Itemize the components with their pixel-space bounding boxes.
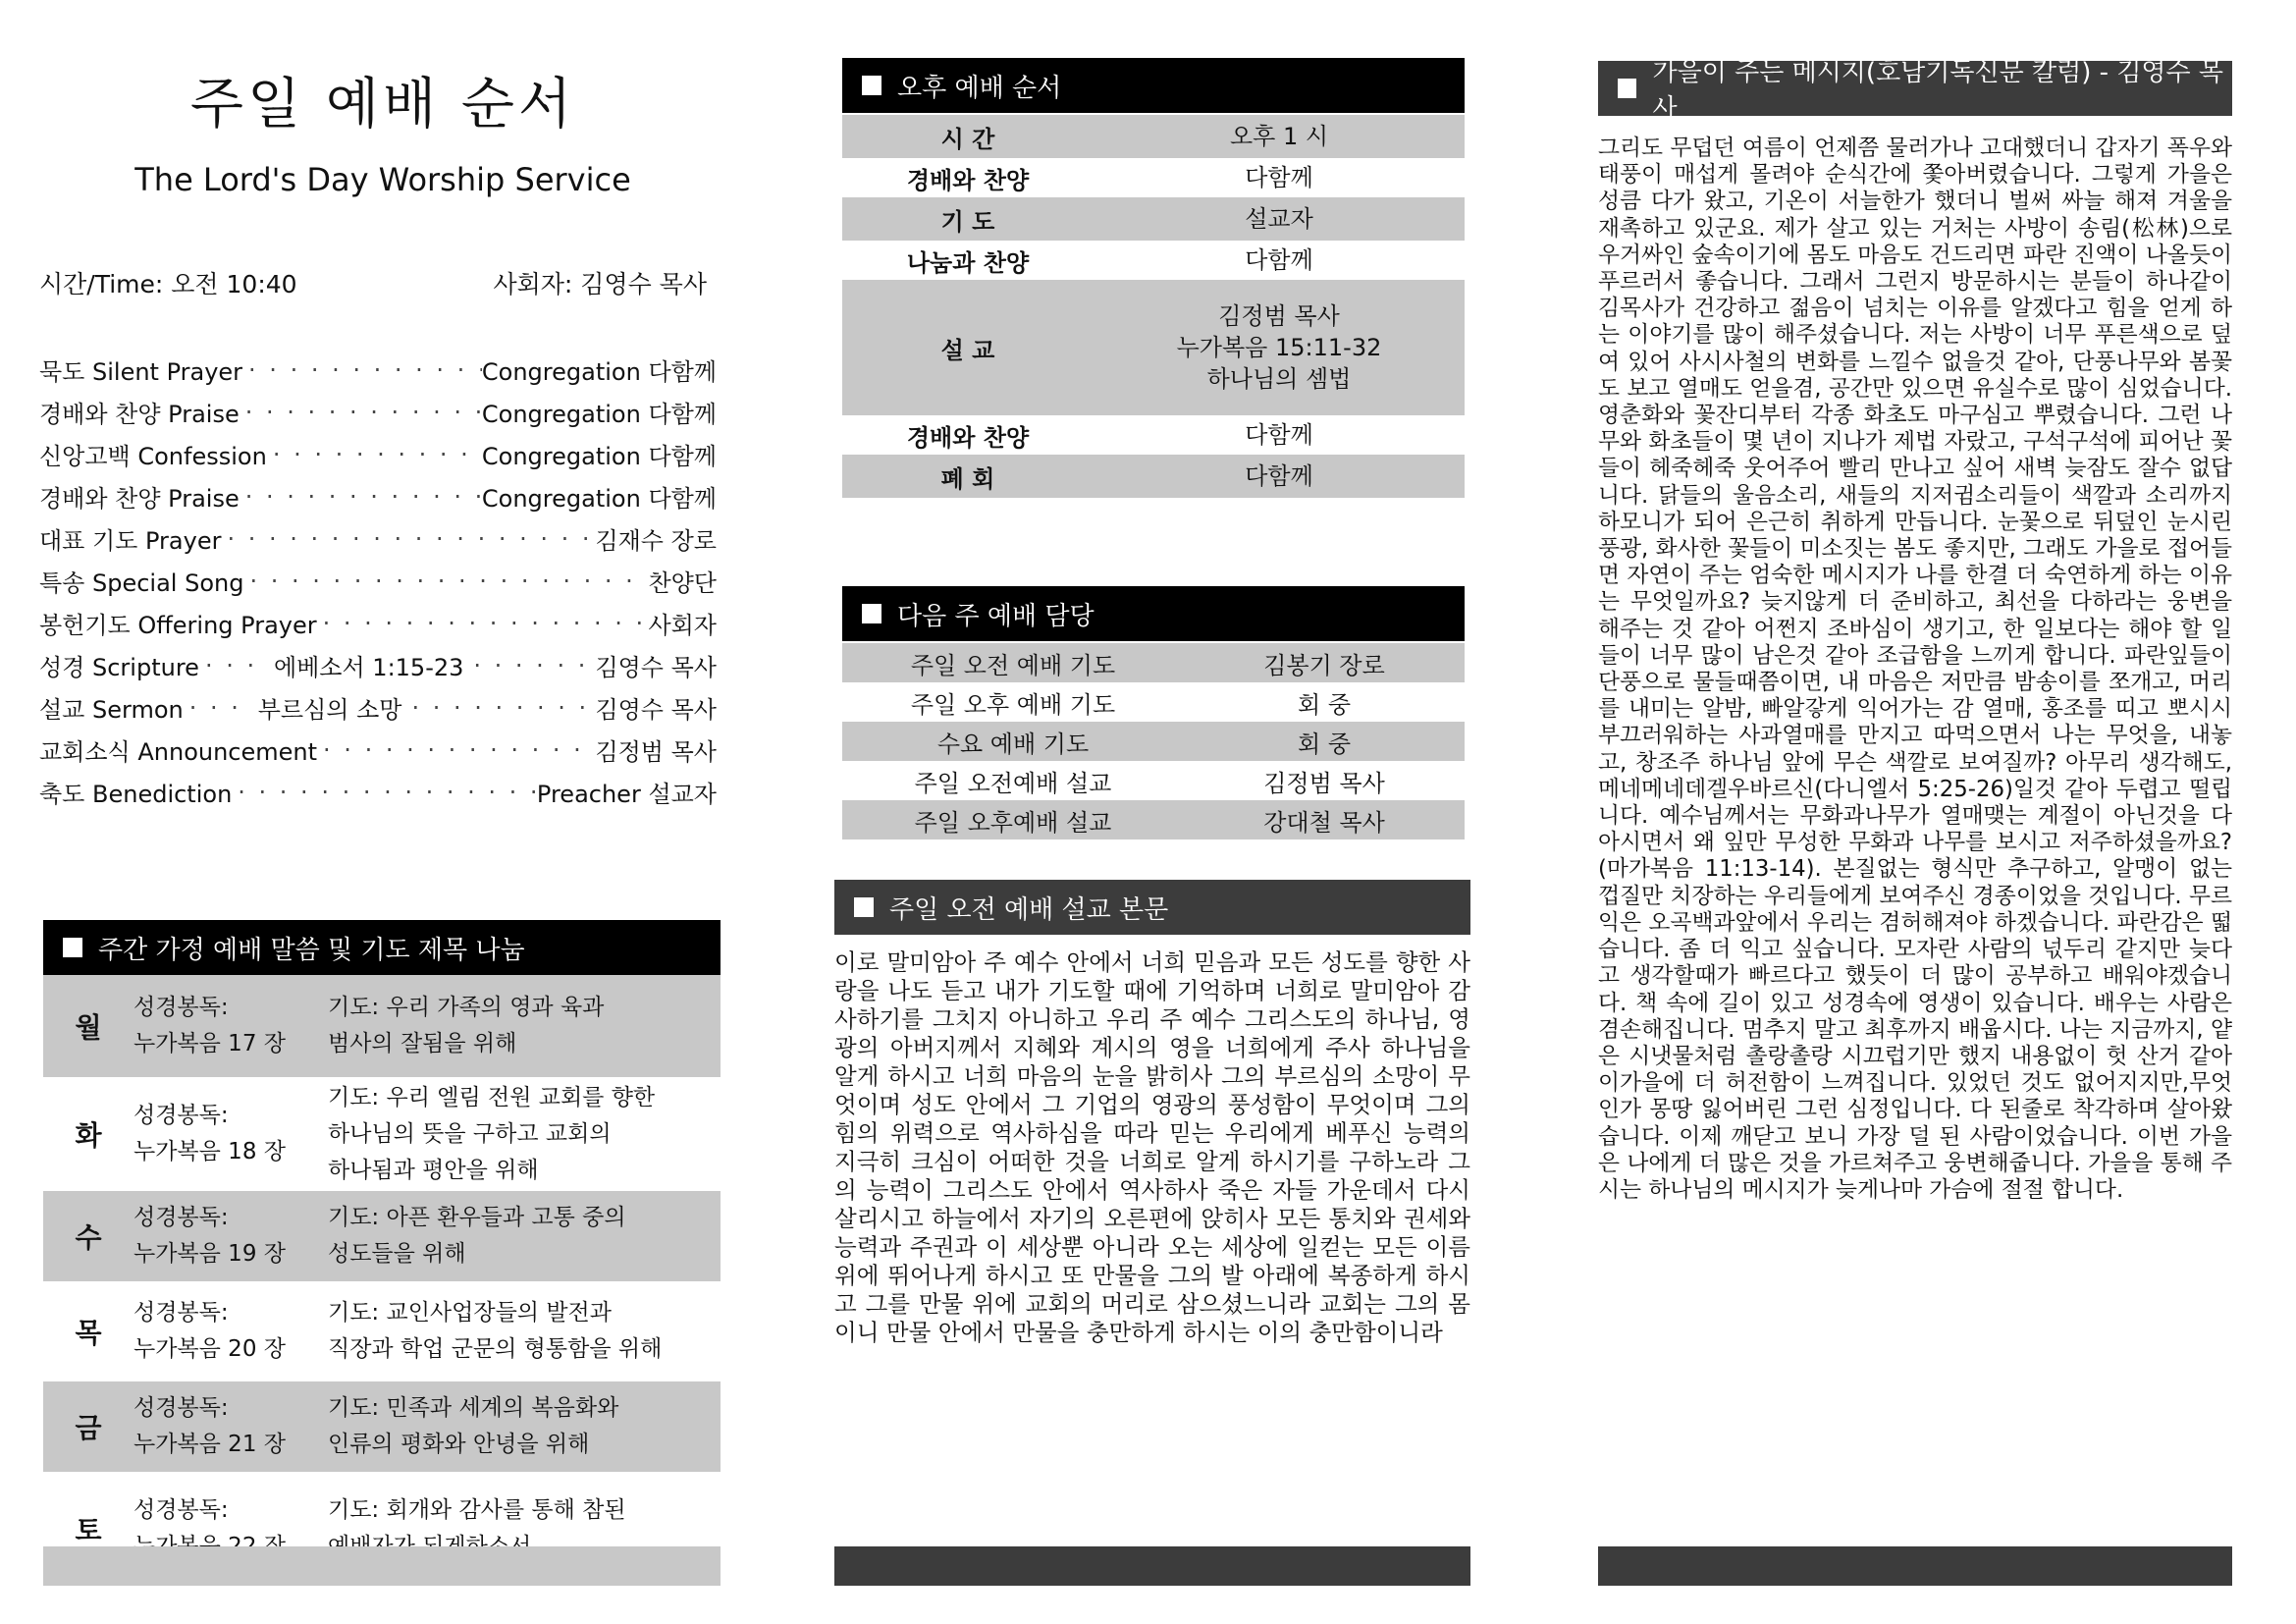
prayer-line: 하나됨과 평안을 위해 [328, 1157, 539, 1183]
leader-dots [317, 736, 595, 764]
order-item [39, 602, 717, 644]
bible-reference: 누가복음 20 장 [133, 1336, 286, 1362]
order-item-name: 설교 Sermon [39, 696, 184, 724]
order-item-name: 묵도 Silent Prayer [39, 358, 243, 386]
schedule-value [1094, 300, 1465, 395]
weekly-day: 화 [75, 1119, 102, 1152]
next-week-role: 주일 오후 예배 기도 [910, 690, 1116, 719]
next-week-row [842, 643, 1465, 682]
next-week-table [842, 643, 1465, 839]
schedule-value-line: 설교자 [1245, 205, 1313, 233]
bible-reference: 누가복음 17 장 [133, 1031, 286, 1056]
column-header: 가을이 주는 메시지(호남기독신문 칼럼) - 김영수 목사 [1598, 61, 2232, 116]
weekly-bible [133, 990, 328, 1062]
schedule-value-line: 김정범 목사 [1218, 302, 1340, 330]
order-item-name: 교회소식 Announcement [39, 738, 318, 766]
time-leader-row [39, 265, 707, 300]
leader-dots [240, 483, 482, 511]
order-item [39, 560, 717, 602]
weekly-row [43, 1281, 721, 1381]
order-list [39, 349, 717, 813]
bible-label: 성경봉독: [133, 1103, 229, 1128]
next-week-name: 회 중 [1298, 690, 1351, 719]
order-item-detail: 에베소서 1:15-23 [273, 654, 464, 681]
order-item-name: 성경 Scripture [39, 654, 199, 681]
next-week-role: 주일 오전예배 설교 [914, 769, 1112, 797]
order-item-value: Congregation 다함께 [481, 443, 717, 470]
weekly-prayer [328, 1200, 721, 1272]
square-bullet-icon [862, 604, 881, 623]
order-item-value: 김영수 목사 [595, 654, 717, 681]
prayer-line: 인류의 평화와 안녕을 위해 [328, 1432, 590, 1457]
weekly-day: 목 [75, 1317, 102, 1349]
schedule-value [1094, 121, 1465, 152]
leader-dots [405, 694, 595, 722]
leader-dots [267, 441, 482, 468]
order-item-value: Congregation 다함께 [481, 358, 717, 386]
bible-label: 성경봉독: [133, 1497, 229, 1523]
afternoon-schedule [842, 115, 1465, 498]
order-item-name: 경배와 찬양 Praise [39, 401, 240, 428]
order-item-value: 사회자 [648, 612, 717, 639]
weekly-prayer [328, 1080, 721, 1189]
order-item-name: 대표 기도 Prayer [39, 527, 222, 555]
schedule-value [1094, 162, 1465, 193]
weekly-prayer [328, 990, 721, 1062]
prayer-line: 기도: 우리 엘림 전원 교회를 향한 [328, 1084, 656, 1110]
schedule-row [842, 241, 1465, 280]
bible-reference: 누가복음 19 장 [133, 1241, 286, 1267]
prayer-line: 기도: 우리 가족의 영과 육과 [328, 995, 605, 1020]
schedule-value-line: 다함께 [1245, 246, 1313, 274]
weekly-bible [133, 1200, 328, 1272]
next-week-name: 김정범 목사 [1263, 769, 1385, 797]
next-week-name: 회 중 [1298, 730, 1351, 758]
weekly-header: 주간 가정 예배 말씀 및 기도 제목 나눔 [43, 920, 721, 975]
weekly-bible [133, 1295, 328, 1368]
order-item [39, 433, 717, 475]
order-item-name: 신앙고백 Confession [39, 443, 267, 470]
schedule-value [1094, 419, 1465, 451]
order-item [39, 729, 717, 771]
square-bullet-icon [862, 76, 881, 95]
order-item-detail: 부르심의 소망 [257, 696, 402, 724]
prayer-line: 기도: 회개와 감사를 통해 참된 [328, 1497, 626, 1523]
order-item [39, 391, 717, 433]
order-item-value: 김영수 목사 [595, 696, 717, 724]
order-item-value: 김정범 목사 [595, 738, 717, 766]
next-week-name: 김봉기 장로 [1263, 651, 1385, 679]
weekly-row [43, 1077, 721, 1191]
schedule-value-line: 다함께 [1245, 164, 1313, 191]
weekly-table [43, 975, 721, 1586]
order-item [39, 349, 717, 391]
schedule-row [842, 197, 1465, 241]
leader-dots [467, 652, 595, 679]
next-week-row [842, 761, 1465, 800]
order-item-value: Preacher 설교자 [536, 781, 717, 808]
leader-dots [243, 568, 648, 595]
weekly-day: 수 [75, 1221, 102, 1254]
leader-dots [242, 356, 482, 384]
next-week-role: 주일 오후예배 설교 [914, 808, 1112, 837]
weekly-bible [133, 1098, 328, 1170]
prayer-line: 하나님의 뜻을 구하고 교회의 [328, 1120, 612, 1147]
schedule-value-line: 오후 1 시 [1229, 123, 1329, 150]
schedule-row [842, 115, 1465, 158]
order-item [39, 771, 717, 813]
order-item-value: Congregation 다함께 [481, 401, 717, 428]
bible-reference: 누가복음 21 장 [133, 1432, 286, 1457]
afternoon-header: 오후 예배 순서 [842, 58, 1465, 113]
schedule-value-line: 하나님의 셈법 [1206, 365, 1352, 393]
order-item-name: 특송 Special Song [39, 569, 244, 597]
leader-dots [240, 399, 482, 426]
sermon-text-header: 주일 오전 예배 설교 본문 [834, 880, 1470, 935]
next-week-role: 주일 오전 예배 기도 [910, 651, 1116, 679]
order-item-value: Congregation 다함께 [481, 485, 717, 513]
weekly-row [43, 1191, 721, 1281]
prayer-line: 직장과 학업 군문의 형통함을 위해 [328, 1336, 663, 1362]
next-week-row [842, 682, 1465, 722]
bible-label: 성경봉독: [133, 1300, 229, 1326]
square-bullet-icon [63, 938, 82, 957]
schedule-label: 기 도 [940, 207, 995, 236]
schedule-value [1094, 460, 1465, 492]
order-item [39, 475, 717, 517]
schedule-value [1094, 203, 1465, 235]
order-item-value: 김재수 장로 [595, 527, 717, 555]
leader-dots [221, 525, 595, 553]
schedule-label: 경배와 찬양 [906, 166, 1030, 194]
page-title: 주일 예배 순서 [189, 73, 576, 136]
schedule-label: 경배와 찬양 [906, 423, 1030, 452]
square-bullet-icon [854, 897, 874, 917]
schedule-label: 시 간 [940, 125, 995, 153]
column-body: 그리도 무덥던 여름이 언제쯤 물러가나 고대했더니 갑자기 폭우와 태풍이 매섭게 몰려야 순식간에 쫓아버렸습니다. 그렇게 가을은 성큼 다가 왔고, 기온이 서늘한가 했더니 벌써 싸늘 해져 겨울을 재촉하고 있군요. 제가 살고 있는 거처는 사방이 송림(松林)으로 우거싸인 숲속이기에 몸도 마음도 건드리면 파란 진액이 나올듯이 푸르러서 좋습니다. 그래서 그런지 방문하시는 분들이 하나같이 김목사가 건강하고 젊음이 넘치는 이유를 알겠다고 힘을 얻게 하는 이야기를 많이 해주셨습니다. 저는 사방이 너무 푸른색으로 덮여 있어 사시사철의 변화를 느낄수 없을것 같아, 단풍나무와 봄꽃도 보고 열매도 얻을겸, 공간만 있으면 유실수로 많이 심었습니다. 영춘화와 꽃잔디부터 각종 화초도 마구심고 뿌렸습니다. 그런 나무와 화초들이 몇 년이 지나가 제법 자랐고, 구석구석에 피어난 꽃들이 헤죽헤죽 웃어주어 빨리 만나고 싶어 새벽 늦잠도 잘수 없답니다. 닭들의 울음소리, 새들의 지저귐소리들이 색깔과 소리까지 하모니가 되어 은근히 취하게 만듭니다. 눈꽃으로 뒤덮인 눈시린 풍광, 화사한 꽃들이 미소짓는 봄도 좋지만, 그래도 가을로 접어들면 자연이 주는 엄숙한 메시지가 나를 한결 더 숙연하게 하는 이유는 무엇일까요? 늦지않게 더 준비하고, 최선을 다하라는 웅변을 해주는 것 같아 어쩐지 조바심이 생기고, 한 일보다는 해야 할 일들이 너무 많이 남은것 같아 조급함을 느끼게 합니다. 파란잎들이 단풍으로 물들때쯤이면, 내 마음은 저만큼 밤송이를 쪼개고, 머리를 내미는 알밤, 빠알갛게 익어가는 감 열매, 홍조를 띠고 뽀시시 부끄러워하는 사과열매를 만지고 따먹으면서 나는 무엇을, 내놓고, 창조주 하나님 앞에 무슨 색깔로 보여질까? 아무리 생각해도, 메네메네데겔우바르신(다니엘서 5:25-26)일것 같아 두렵고 떨립니다. 예수님께서는 무화과나무가 열매맺는 계절이 아닌것을 다 아시면서 왜 잎만 무성한 무화과 나무를 보시고 저주하셨을까요?(마가복음 11:13-14). 본질없는 형식만 추구하고, 알맹이 없는 껍질만 치장하는 우리들에게 보여주신 경종이었을 것입니다. 무르익은 오곡백과앞에서 우리는 겸허해져야 하겠습니다. 파란감은 떫습니다. 좀 더 익고 싶습니다. 모자란 사람의 넋두리 같지만 늦다고 생각할때가 빠르다고 했듯이 더 많이 공부하고 배워야겠습니다. 책 속에 길이 있고 성경속에 영생이 있습니다. 배우는 사람은 겸손해집니다. 멈추지 말고 최후까지 배웁시다. 나는 지금까지, 얕은 시냇물처럼 촐랑촐랑 시끄럽기만 했지 내용없이 헛 산거 같아 이가을에 더 허전함이 느껴집니다. 있었던 것도 없어지지만,무엇인가 몽땅 잃어버린 그런 심정입니다. 다 된줄로 착각하며 살아왔습니다. 이제 깨닫고 보니 가장 덜 된 사람이었습니다. 이번 가을은 나에게 더 많은 것을 가르쳐주고 웅변해줍니다. 가을을 통해 주시는 하나님의 메시지가 늦게나마 가슴에 절절 합니다. [1598, 135, 2232, 1203]
next-week-role: 수요 예배 기도 [936, 730, 1090, 758]
leader-dots [232, 779, 537, 806]
leader-dots [199, 652, 270, 679]
footer-bar-middle [834, 1546, 1470, 1586]
weekly-day: 금 [75, 1412, 102, 1444]
page-subtitle: The Lord's Day Worship Service [134, 161, 631, 198]
order-item [39, 644, 717, 686]
prayer-line: 기도: 아픈 환우들과 고통 중의 [328, 1205, 626, 1230]
leader-dots [184, 694, 254, 722]
weekly-prayer [328, 1295, 721, 1368]
order-item-value: 찬양단 [648, 569, 717, 597]
schedule-label: 폐 회 [940, 464, 995, 493]
order-item-name: 경배와 찬양 Praise [39, 485, 240, 513]
weekly-prayer [328, 1390, 721, 1463]
prayer-line: 범사의 잘됨을 위해 [328, 1031, 517, 1056]
schedule-label: 설 교 [940, 336, 995, 364]
weekly-bible [133, 1390, 328, 1463]
service-leader: 사회자: 김영수 목사 [493, 270, 707, 298]
weekly-day: 토 [75, 1514, 102, 1546]
next-week-header: 다음 주 예배 담당 [842, 586, 1465, 641]
bible-label: 성경봉독: [133, 1205, 229, 1230]
weekly-row [43, 1381, 721, 1472]
sermon-text-body: 이로 말미암아 주 예수 안에서 너희 믿음과 모든 성도를 향한 사랑을 나도 듣고 내가 기도할 때에 기억하며 너희로 말미암아 감사하기를 그치지 아니하고 우리 주 예수 그리스도의 하나님, 영광의 아버지께서 지혜와 계시의 영을 너희에게 주사 하나님을 알게 하시고 너희 마음의 눈을 밝히사 그의 부르심의 소망이 무엇이며 성도 안에서 그 기업의 영광의 풍성함이 무엇이며 그의 힘의 위력으로 역사하심을 따라 믿는 우리에게 베푸신 능력의 지극히 크심이 어떠한 것을 너희로 알게 하시기를 구하노라 그의 능력이 그리스도 안에서 역사하사 죽은 자들 가운데서 다시 살리시고 하늘에서 자기의 오른편에 앉히사 모든 통치와 권세와 능력과 주권과 이 세상뿐 아니라 오는 세상에 일컫는 모든 이름 위에 뛰어나게 하시고 또 만물을 그의 발 아래에 복종하게 하시고 그를 만물 위에 교회의 머리로 삼으셨느니라 교회는 그의 몸이니 만물 안에서 만물을 충만하게 하시는 이의 충만함이니라 [834, 948, 1470, 1346]
schedule-value-line: 누가복음 15:11-32 [1176, 334, 1382, 361]
next-week-row [842, 722, 1465, 761]
order-item [39, 517, 717, 560]
order-item-name: 봉헌기도 Offering Prayer [39, 612, 317, 639]
order-item [39, 686, 717, 729]
footer-bar-right [1598, 1546, 2232, 1586]
schedule-row [842, 158, 1465, 197]
schedule-value-line: 다함께 [1245, 462, 1313, 490]
prayer-line: 성도들을 위해 [328, 1241, 466, 1267]
order-item-name: 축도 Benediction [39, 781, 233, 808]
bible-label: 성경봉독: [133, 1395, 229, 1421]
footer-bar-left [43, 1546, 721, 1586]
schedule-label: 나눔과 찬양 [906, 248, 1030, 277]
schedule-row [842, 415, 1465, 455]
prayer-line: 기도: 민족과 세계의 복음화와 [328, 1395, 619, 1421]
leader-dots [317, 610, 649, 637]
square-bullet-icon [1618, 79, 1636, 98]
next-week-name: 강대철 목사 [1263, 808, 1385, 837]
weekly-day: 월 [75, 1011, 102, 1044]
prayer-line: 기도: 교인사업장들의 발전과 [328, 1300, 612, 1326]
bible-reference: 누가복음 18 장 [133, 1139, 286, 1164]
weekly-row [43, 975, 721, 1077]
service-time: 시간/Time: 오전 10:40 [39, 270, 297, 298]
schedule-value [1094, 244, 1465, 276]
bible-label: 성경봉독: [133, 995, 229, 1020]
schedule-value-line: 다함께 [1245, 421, 1313, 449]
next-week-row [842, 800, 1465, 839]
schedule-row [842, 280, 1465, 415]
schedule-row [842, 455, 1465, 498]
